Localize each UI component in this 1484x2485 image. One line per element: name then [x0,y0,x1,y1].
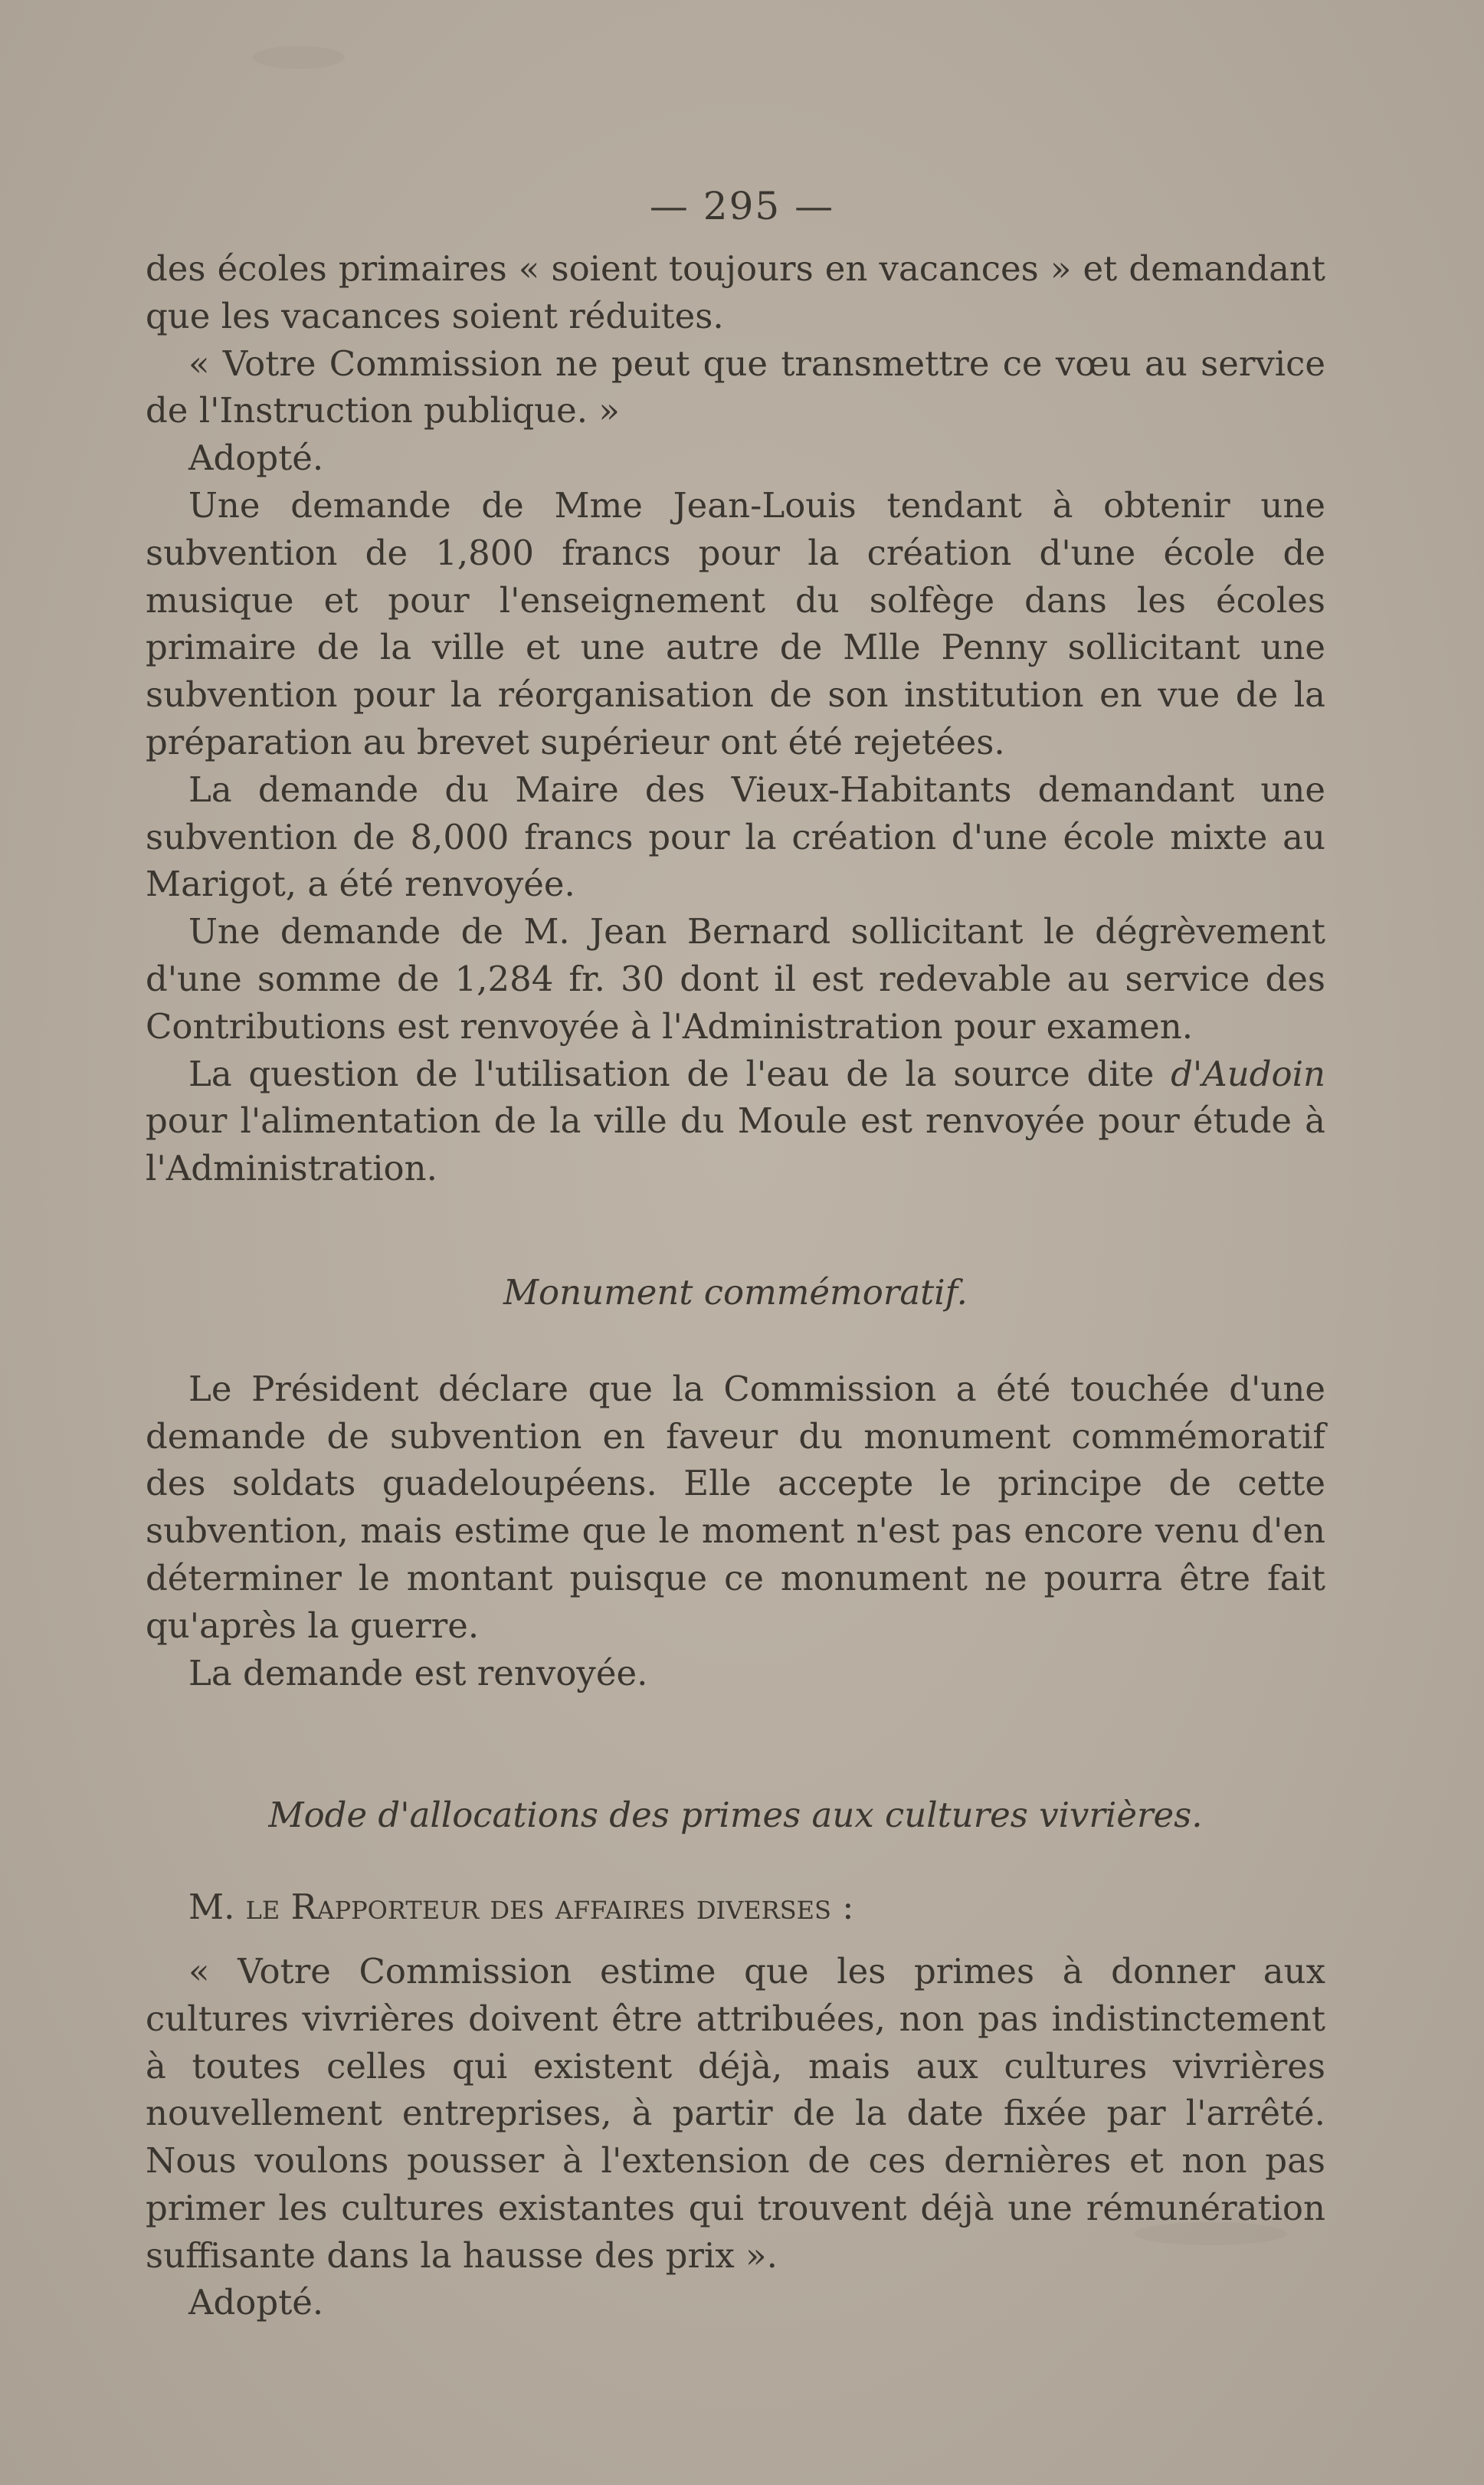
section-title: Monument commémoratif. [503,1271,968,1313]
paragraph [146,1051,1325,1192]
page-number: — 295 — [649,184,835,228]
paragraph: La demande du Maire des Vieux-Habitants demandant une subvention de 8,000 francs pour la création d'une école mixte au Marigot, a été renvoyée. [146,769,1325,905]
paragraph: Une demande de M. Jean Bernard sollicitant le dégrèvement d'une somme de 1,284 fr. 30 dont il est redevable au service des Contributions est renvoyée à l'Administration pour examen. [146,911,1325,1047]
speaker-line: M. le Rapporteur des affaires diverses : [188,1887,854,1928]
section-title: Mode d'allocations des primes aux cultures vivrières. [268,1795,1203,1836]
paragraph: Le Président déclare que la Commission a été touchée d'une demande de subvention en faveur du monument commémoratif des soldats guadeloupéens. Elle accepte le principe de cette subvention, mais estime que le moment n'est pas encore venu d'en déterminer le montant puisque ce monument ne pourra être fait qu'après la guerre. [146,1368,1325,1646]
paragraph: des écoles primaires « soient toujours en vacances » et demandant que les vacances soient réduites. [146,248,1325,336]
paragraph: Adopté. [188,2282,324,2323]
paragraph: « Votre Commission estime que les primes à donner aux cultures vivrières doivent être attribuées, non pas indistinctement à toutes celles qui existent déjà, mais aux cultures vivrières nouvellement entreprises, à partir de la date fixée par l'arrêté. Nous voulons pousser à l'extension de ces dernières et non pas primer les cultures existantes qui trouvent déjà une rémunération suffisante dans la hausse des prix ». [146,1950,1325,2276]
place-name: d'Audoin [1171,1053,1325,1094]
paragraph: Adopté. [188,438,324,479]
body-text [146,245,1325,2326]
paragraph: « Votre Commission ne peut que transmettre ce vœu au service de l'Instruction publique. » [146,343,1325,431]
paragraph: La demande est renvoyée. [188,1652,648,1693]
paragraph-part: La question de l'utilisation de l'eau de la source dite [188,1053,1155,1094]
paragraph-part: pour l'alimentation de la ville du Moule est renvoyée pour étude à l'Administration. [146,1100,1325,1189]
paper-stain [253,46,345,69]
paragraph: Une demande de Mme Jean-Louis tendant à obtenir une subvention de 1,800 francs pour la création d'une école de musique et pour l'enseignement du solfège dans les écoles primaire de la ville et une autre de Mlle Penny sollicitant une subvention pour la réorganisation de son institution en vue de la préparation au brevet supérieur ont été rejetées. [146,484,1325,762]
